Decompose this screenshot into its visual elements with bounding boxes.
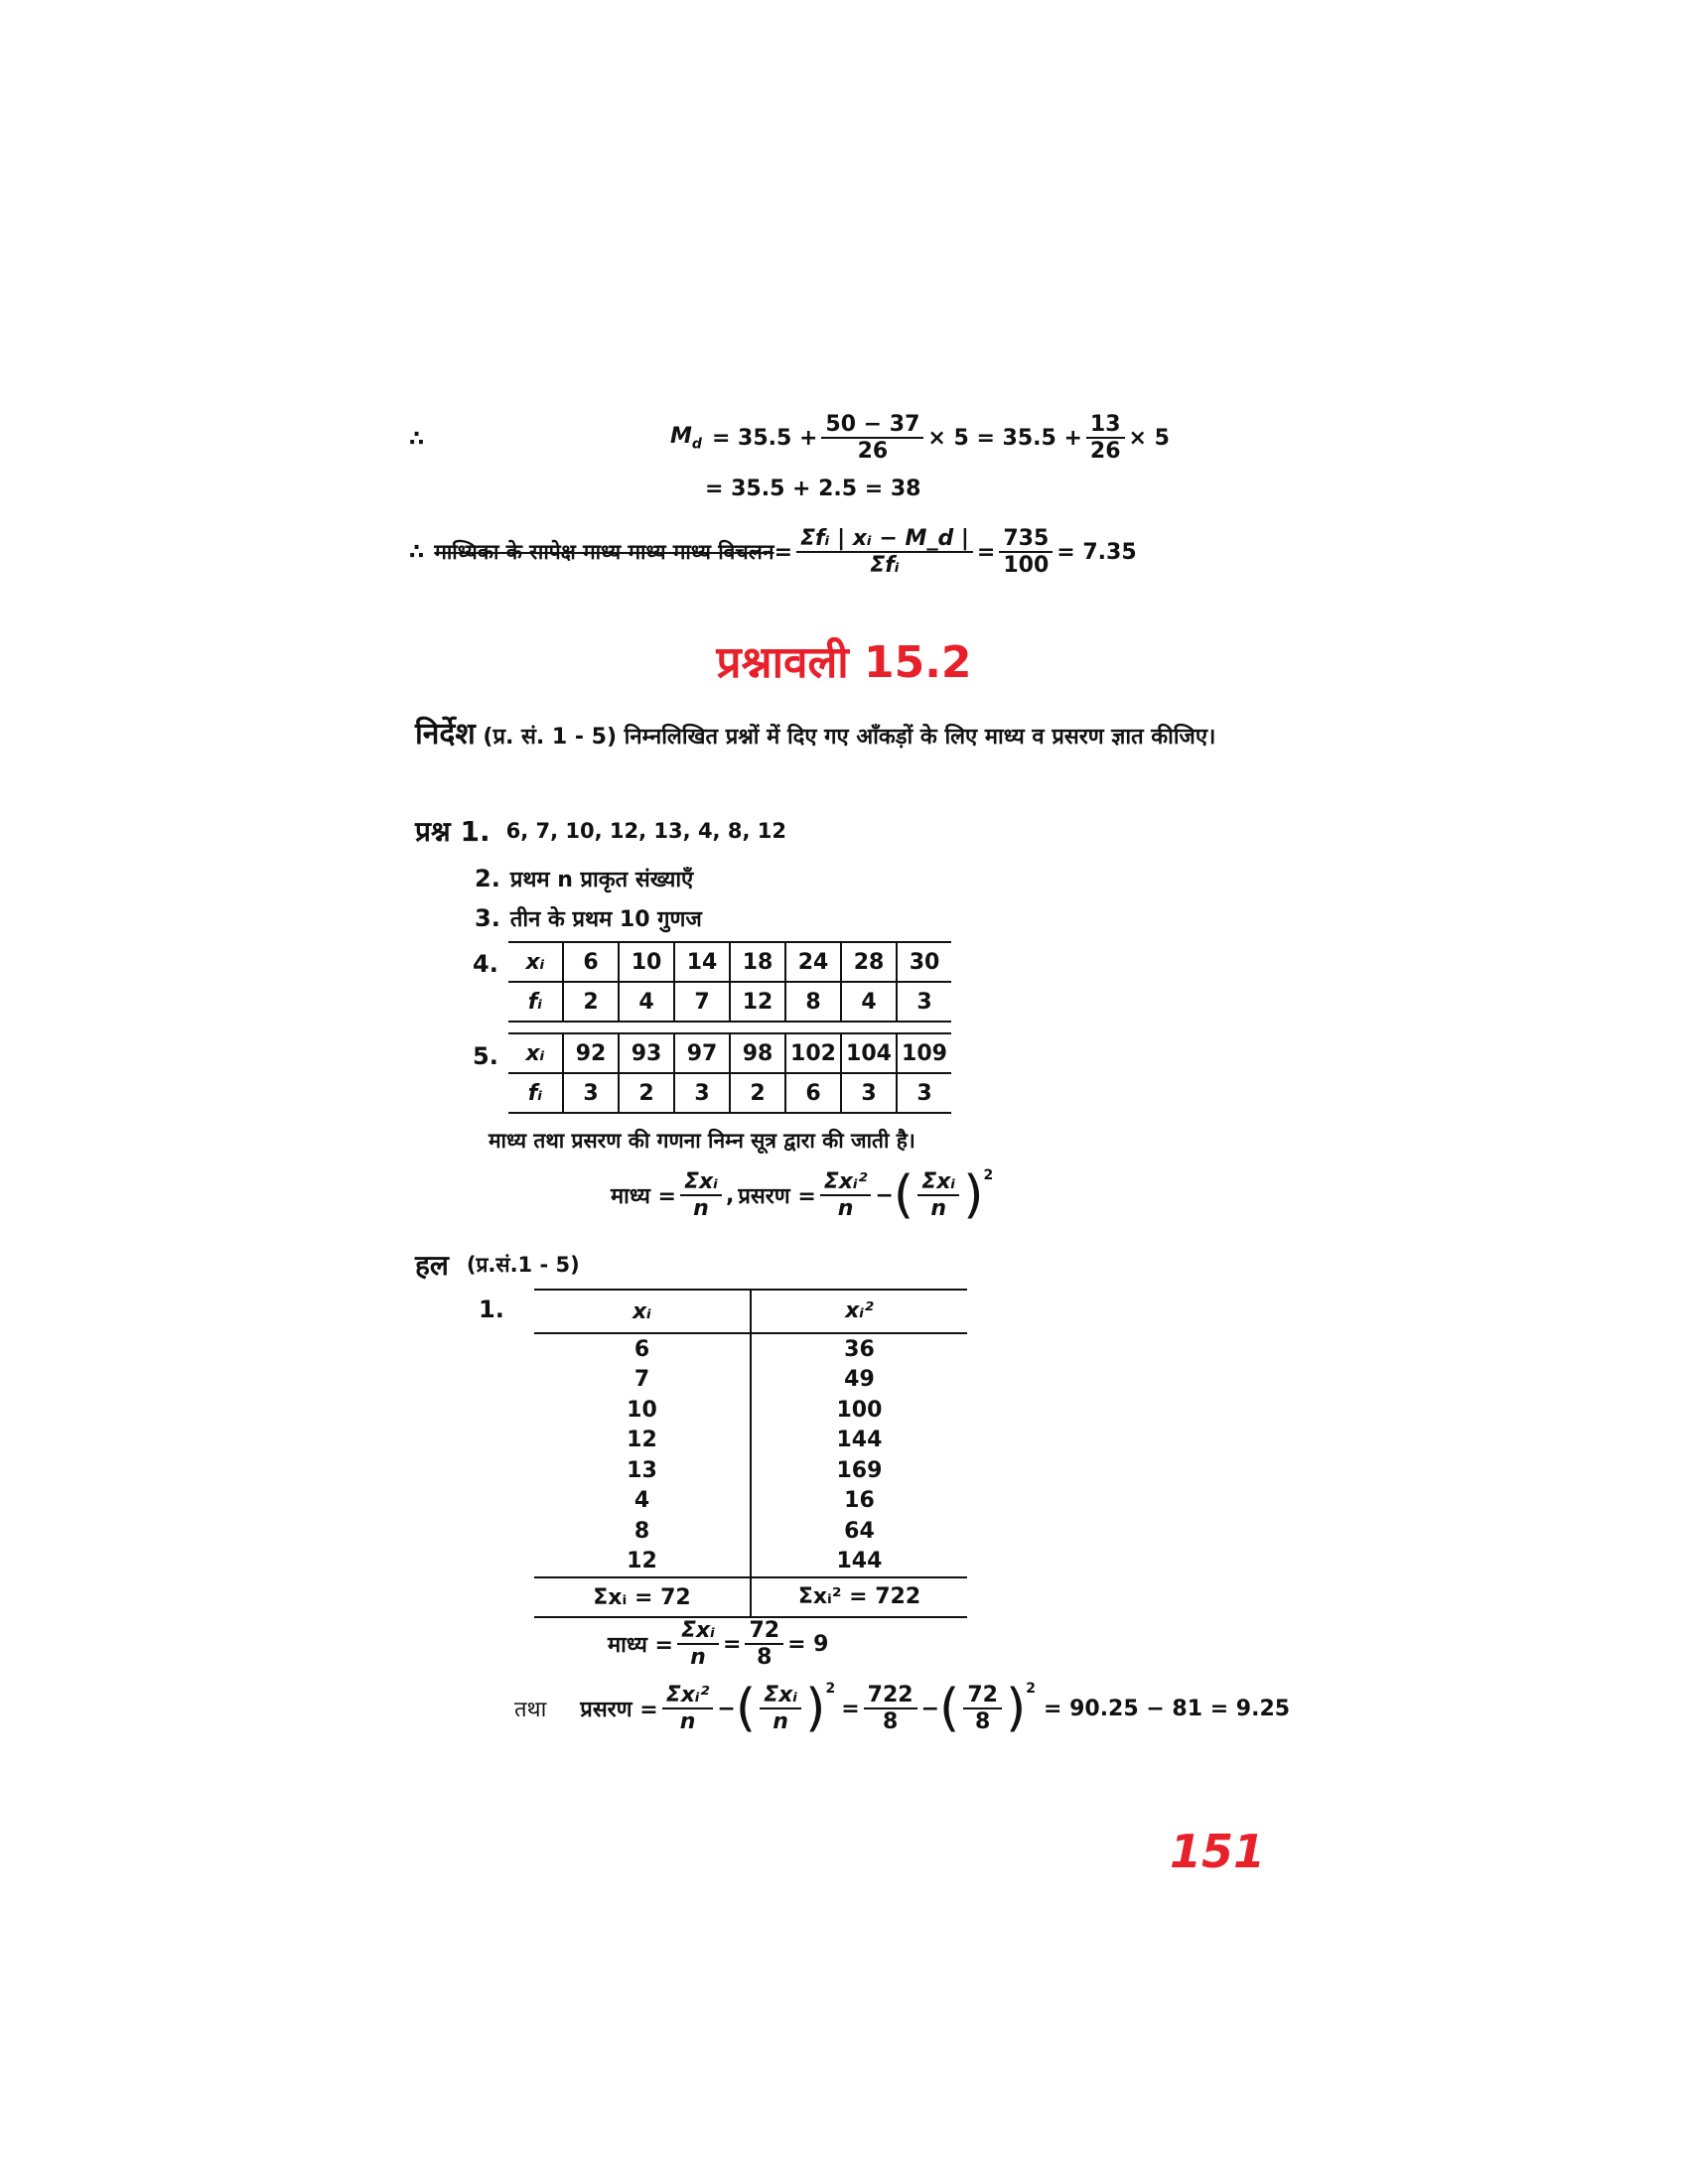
sum-x-squared: Σxᵢ² = 722 <box>750 1578 967 1616</box>
right-paren: ) <box>963 1165 984 1226</box>
line1-part-a: = 35.5 + <box>711 425 818 451</box>
right-paren-2: ) <box>1005 1679 1027 1739</box>
table-cell: 12 <box>627 1549 657 1574</box>
fraction-50-37-26: $\frac{50 - 37}{26}$ <box>821 412 923 465</box>
mean-deviation-line <box>409 526 1137 579</box>
table-cell: 4 <box>841 982 897 1022</box>
exercise-title: प्रश्नावली 15.2 <box>716 637 972 688</box>
mean-fraction: $\frac{\text{Σxᵢ}}{n}$ <box>677 1618 719 1671</box>
table-cell: 16 <box>751 1486 967 1517</box>
variance-word: प्रसरण = <box>738 1184 816 1210</box>
solution-table-sum-row <box>534 1576 967 1618</box>
variance-paren-fraction: $\frac{\text{Σxᵢ}}{n}$ <box>917 1169 959 1222</box>
left-paren: ( <box>735 1679 757 1739</box>
table-cell: 6 <box>633 1336 650 1362</box>
left-paren-2: ( <box>939 1679 960 1739</box>
table-cell: 169 <box>751 1455 967 1486</box>
solution-table-body <box>534 1334 967 1576</box>
table-row-f <box>508 1073 951 1113</box>
mean-word: माध्य = <box>608 1633 673 1659</box>
table-cell: 2 <box>619 1073 674 1113</box>
equals-sign-2: = <box>976 539 996 565</box>
table-row <box>534 1426 967 1456</box>
comma: , <box>726 1182 735 1208</box>
table-cell: 7 <box>674 982 730 1022</box>
line1-part-c: × 5 <box>1128 425 1170 451</box>
variance-word: प्रसरण = <box>580 1698 658 1723</box>
minus-sign: − <box>875 1182 894 1208</box>
table-cell: 12 <box>730 982 785 1022</box>
directive <box>415 717 1269 755</box>
table-cell: 14 <box>674 942 730 982</box>
directive-label: निर्देश <box>415 717 476 751</box>
table-cell: 144 <box>751 1547 967 1577</box>
column-header-x-squared: xᵢ² <box>750 1291 967 1332</box>
table-cell: 8 <box>785 982 841 1022</box>
table-row-f <box>508 982 951 1022</box>
table-cell: 4 <box>633 1488 650 1514</box>
line1-part-b: × 5 = 35.5 + <box>927 425 1082 451</box>
table-cell: 49 <box>751 1365 967 1396</box>
solution-label: हल <box>415 1249 449 1282</box>
question-3 <box>475 903 702 933</box>
equals-sign-2: = <box>841 1696 860 1721</box>
solution-table-header <box>534 1289 967 1334</box>
mean-deviation-formula: $\frac{\text{Σfᵢ | xᵢ − M\_d |}}{\text{Σfᵢ}}$ <box>796 526 973 579</box>
variance-result-line <box>514 1679 1291 1739</box>
table-cell: 28 <box>841 942 897 982</box>
table-cell: 3 <box>897 1073 951 1113</box>
square-exponent: 2 <box>983 1167 994 1184</box>
variance-fraction: $\frac{\text{Σxᵢ²}}{n}$ <box>662 1683 714 1735</box>
table-row <box>534 1365 967 1396</box>
table-cell: 36 <box>751 1334 967 1365</box>
f-label: fᵢ <box>508 1073 563 1113</box>
table-row <box>534 1516 967 1547</box>
column-header-x: xᵢ <box>632 1298 651 1324</box>
table-cell: 3 <box>674 1073 730 1113</box>
table-cell: 3 <box>897 982 951 1022</box>
f-label: fᵢ <box>508 982 563 1022</box>
variance-fraction: $\frac{\text{Σxᵢ²}}{n}$ <box>820 1169 872 1222</box>
minus-sign: − <box>717 1696 736 1721</box>
fraction-72-8: $\frac{72}{8}$ <box>745 1618 783 1671</box>
sum-x: Σxᵢ = 72 <box>593 1584 691 1610</box>
solution-range: (प्र.सं.1 - 5) <box>466 1253 580 1277</box>
variance-result: = 90.25 − 81 = 9.25 <box>1043 1696 1291 1721</box>
question-4-table <box>508 941 951 1023</box>
fraction-722-8: $\frac{722}{8}$ <box>864 1683 917 1735</box>
table-row <box>534 1395 967 1426</box>
fraction-735-100: $\frac{735}{100}$ <box>999 526 1053 579</box>
question-5-table <box>508 1032 951 1114</box>
question-1-label: प्रश्न 1. <box>415 815 491 848</box>
question-3-number: 3. <box>475 904 500 932</box>
question-2-number: 2. <box>475 865 500 892</box>
table-cell: 3 <box>563 1073 619 1113</box>
mean-deviation-result: = 7.35 <box>1056 539 1137 565</box>
table-cell: 98 <box>730 1033 785 1073</box>
table-cell: 18 <box>730 942 785 982</box>
x-label: xᵢ <box>508 942 563 982</box>
table-cell: 3 <box>841 1073 897 1113</box>
question-1 <box>415 812 786 850</box>
page-number: 151 <box>1170 1825 1266 1878</box>
equals-sign: = <box>723 1631 742 1657</box>
minus-sign-2: − <box>920 1696 940 1721</box>
formula-note: माध्य तथा प्रसरण की गणना निम्न सूत्र द्वारा की जाती है। <box>489 1129 915 1153</box>
table-cell: 144 <box>751 1426 967 1456</box>
table-cell: 6 <box>785 1073 841 1113</box>
median-formula-line1 <box>670 412 1170 465</box>
mean-fraction: $\frac{\text{Σxᵢ}}{n}$ <box>680 1169 722 1222</box>
right-paren: ) <box>805 1679 826 1739</box>
solution-header <box>415 1246 580 1284</box>
therefore-symbol-2: ∴ <box>409 539 425 565</box>
table-cell: 100 <box>751 1395 967 1426</box>
square-exponent: 2 <box>825 1681 836 1698</box>
directive-text: (प्र. सं. 1 - 5) निम्नलिखित प्रश्नों में दिए गए आँकड़ों के लिए माध्य व प्रसरण ज्ञात कीजिए। <box>483 725 1216 750</box>
table-cell: 92 <box>563 1033 619 1073</box>
table-row <box>534 1334 967 1365</box>
square-exponent-2: 2 <box>1026 1681 1036 1698</box>
table-row <box>534 1486 967 1517</box>
therefore-symbol: ∴ <box>409 427 425 452</box>
table-cell: 4 <box>619 982 674 1022</box>
question-4-number: 4. <box>473 950 498 978</box>
variance-paren-fraction: $\frac{\text{Σxᵢ}}{n}$ <box>760 1683 801 1735</box>
table-cell: 8 <box>633 1518 650 1544</box>
table-cell: 12 <box>627 1428 657 1453</box>
mean-variance-formula <box>611 1165 994 1226</box>
table-cell: 2 <box>563 982 619 1022</box>
question-5-number: 5. <box>473 1042 498 1070</box>
table-cell: 97 <box>674 1033 730 1073</box>
equals-sign: = <box>774 539 793 565</box>
table-cell: 24 <box>785 942 841 982</box>
table-cell: 7 <box>633 1367 650 1393</box>
solution-number: 1. <box>479 1296 504 1323</box>
table-cell: 2 <box>730 1073 785 1113</box>
table-cell: 10 <box>627 1397 657 1423</box>
table-cell: 93 <box>619 1033 674 1073</box>
mean-result-line <box>608 1618 829 1671</box>
table-row <box>534 1547 967 1577</box>
table-cell: 6 <box>563 942 619 982</box>
question-2-text: प्रथम n प्राकृत संख्याएँ <box>509 868 694 892</box>
fraction-72-8-paren: $\frac{72}{8}$ <box>963 1683 1002 1735</box>
left-paren: ( <box>893 1165 914 1226</box>
mean-word: माध्य = <box>611 1184 676 1210</box>
mean-deviation-label: माध्यिका के सापेक्ष माध्य माध्य माध्य विचलन <box>434 540 774 565</box>
solution-table <box>534 1289 967 1618</box>
md-symbol: $M_d$ <box>670 424 702 453</box>
question-3-text: तीन के प्रथम 10 गुणज <box>509 907 702 932</box>
table-cell: 104 <box>841 1033 897 1073</box>
table-row-x <box>508 1033 951 1073</box>
table-cell: 30 <box>897 942 951 982</box>
table-row-x <box>508 942 951 982</box>
and-word: तथा <box>514 1698 547 1723</box>
question-2 <box>475 864 693 893</box>
median-formula-line2: = 35.5 + 2.5 = 38 <box>705 477 921 501</box>
table-cell: 102 <box>785 1033 841 1073</box>
fraction-13-26: $\frac{13}{26}$ <box>1086 412 1125 465</box>
table-cell: 10 <box>619 942 674 982</box>
table-row <box>534 1455 967 1486</box>
table-cell: 13 <box>627 1457 657 1483</box>
table-cell: 64 <box>751 1516 967 1547</box>
mean-result: = 9 <box>787 1631 829 1657</box>
question-1-text: 6, 7, 10, 12, 13, 4, 8, 12 <box>505 819 786 843</box>
table-cell: 109 <box>897 1033 951 1073</box>
x-label: xᵢ <box>508 1033 563 1073</box>
